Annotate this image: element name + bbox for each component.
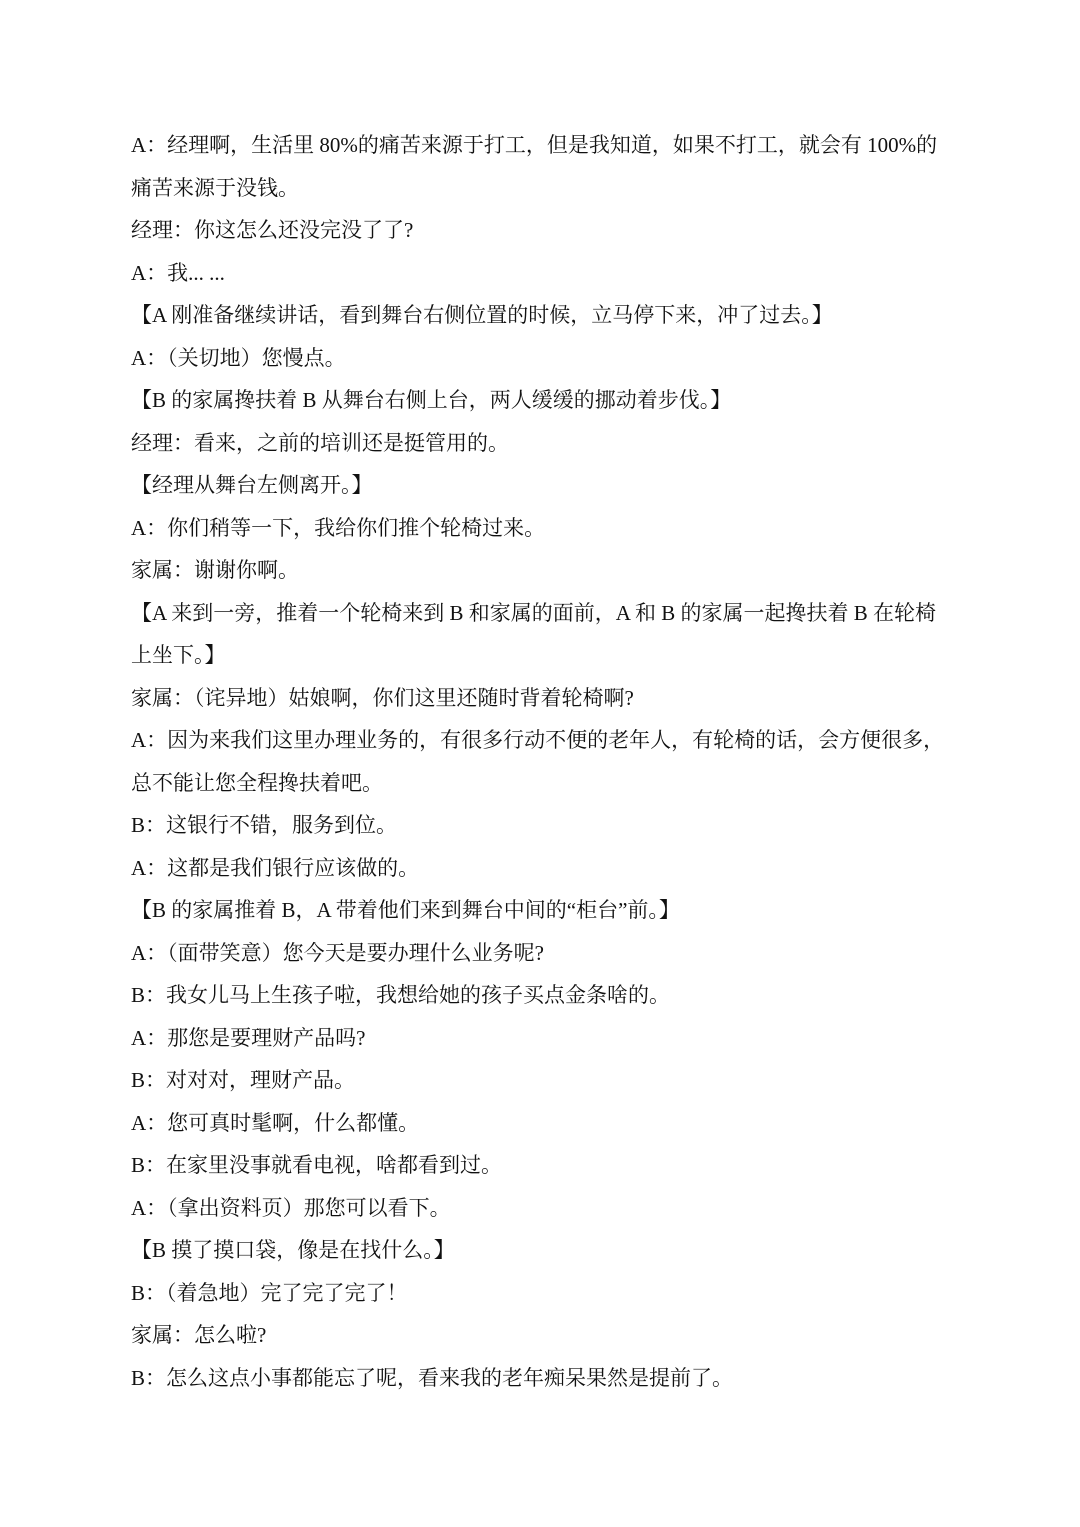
script-line: B：我女儿马上生孩子啦，我想给她的孩子买点金条啥的。: [131, 983, 671, 1007]
script-line: A：那您是要理财产品吗?: [131, 1025, 366, 1050]
script-line: 家属：（诧异地）姑娘啊，你们这里还随时背着轮椅啊?: [131, 685, 634, 710]
stage-direction: 【A 刚准备继续讲话，看到舞台右侧位置的时候，立马停下来，冲了过去。】: [131, 303, 833, 327]
script-line: 家属：谢谢你啊。: [131, 558, 299, 582]
script-line: B：这银行不错，服务到位。: [131, 813, 398, 837]
script-line: 家属：怎么啦?: [131, 1323, 267, 1347]
script-line: B：怎么这点小事都能忘了呢，看来我的老年痴呆果然是提前了。: [131, 1365, 734, 1390]
script-line: B：（着急地）完了完了完了！: [131, 1280, 408, 1305]
stage-direction: 【B 的家属推着 B，A 带着他们来到舞台中间的“柜台”前。】: [131, 898, 680, 922]
script-line: A：您可真时髦啊，什么都懂。: [131, 1110, 420, 1135]
script-line: B：对对对，理财产品。: [131, 1068, 356, 1092]
stage-direction: 【经理从舞台左侧离开。】: [131, 473, 373, 497]
script-line: A：（拿出资料页）那您可以看下。: [131, 1195, 451, 1220]
script-line: A：经理啊，生活里 80%的痛苦来源于打工，但是我知道，如果不打工，就会有 100%的痛苦来源于没钱。: [131, 133, 938, 200]
script-line: 经理：你这怎么还没完没了了?: [131, 218, 414, 242]
script-line: A：这都是我们银行应该做的。: [131, 855, 420, 880]
script-body: [131, 124, 946, 1399]
stage-direction: 【B 摸了摸口袋，像是在找什么。】: [131, 1238, 455, 1262]
script-line: A：我... ...: [131, 260, 225, 285]
script-line: A：（关切地）您慢点。: [131, 345, 346, 370]
script-line: B：在家里没事就看电视，啥都看到过。: [131, 1153, 503, 1177]
stage-direction: 【A 来到一旁，推着一个轮椅来到 B 和家属的面前，A 和 B 的家属一起搀扶着 B 在轮椅上坐下。】: [131, 600, 937, 667]
script-line: A：你们稍等一下，我给你们推个轮椅过来。: [131, 515, 546, 540]
script-line: A：（面带笑意）您今天是要办理什么业务呢?: [131, 940, 544, 965]
stage-direction: 【B 的家属搀扶着 B 从舞台右侧上台，两人缓缓的挪动着步伐。】: [131, 388, 732, 412]
script-line: 经理：看来，之前的培训还是挺管用的。: [131, 430, 509, 455]
script-line: A：因为来我们这里办理业务的，有很多行动不便的老年人，有轮椅的话，会方便很多，总不能让您全程搀扶着吧。: [131, 728, 945, 795]
